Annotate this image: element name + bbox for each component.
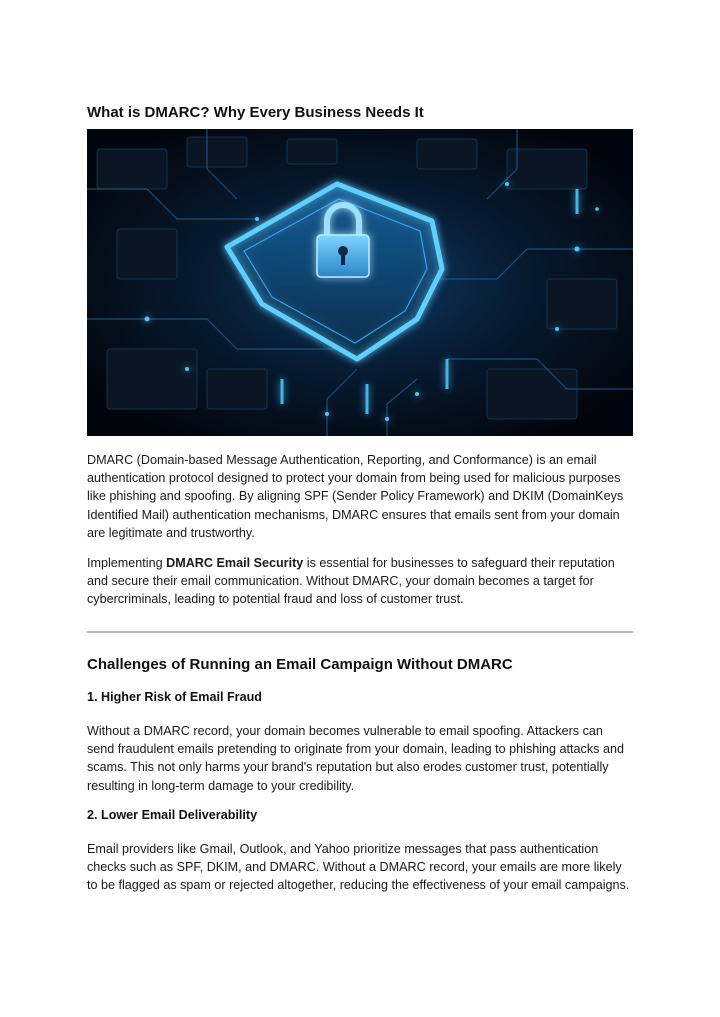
implementing-suffix: is essential for businesses to safeguard their reputation and secure their email communication. Without DMARC, your domain becomes a target for cybercriminals, leading to potential fraud and loss of customer trust. [87, 556, 615, 607]
section-divider [87, 631, 633, 633]
challenges-heading: Challenges of Running an Email Campaign Without DMARC [87, 656, 513, 673]
intro-paragraph: DMARC (Domain-based Message Authentication, Reporting, and Conformance) is an email authentication protocol designed to protect your domain from being used for malicious purposes like phishing and spoofing. By aligning SPF (Sender Policy Framework) and DKIM (DomainKeys Identified Mail) authentication mechanisms, DMARC ensures that emails sent from your domain are legitimate and trustworthy. [87, 453, 624, 540]
implementing-paragraph [87, 554, 633, 609]
challenge-body-2: Email providers like Gmail, Outlook, and Yahoo prioritize messages that pass authentication checks such as SPF, DKIM, and DMARC. Without a DMARC record, your emails are more likely to be flagged as spam or rejected altogether, reducing the effectiveness of your email campaigns. [87, 842, 630, 893]
challenge-body-1: Without a DMARC record, your domain becomes vulnerable to email spoofing. Attackers can send fraudulent emails pretending to originate from your domain, leading to phishing attacks and scams. This not only harms your brand's reputation but also erodes customer trust, potentially resulting in long-term damage to your credibility. [87, 724, 624, 793]
dmarc-email-security-link: DMARC Email Security [166, 556, 304, 570]
hero-image [87, 129, 633, 436]
implementing-prefix: Implementing [87, 556, 167, 570]
article-title: What is DMARC? Why Every Business Needs It [87, 104, 424, 121]
challenge-title-1: 1. Higher Risk of Email Fraud [87, 690, 262, 704]
challenge-title-2: 2. Lower Email Deliverability [87, 808, 258, 822]
shield-padlock-illustration [87, 129, 633, 436]
